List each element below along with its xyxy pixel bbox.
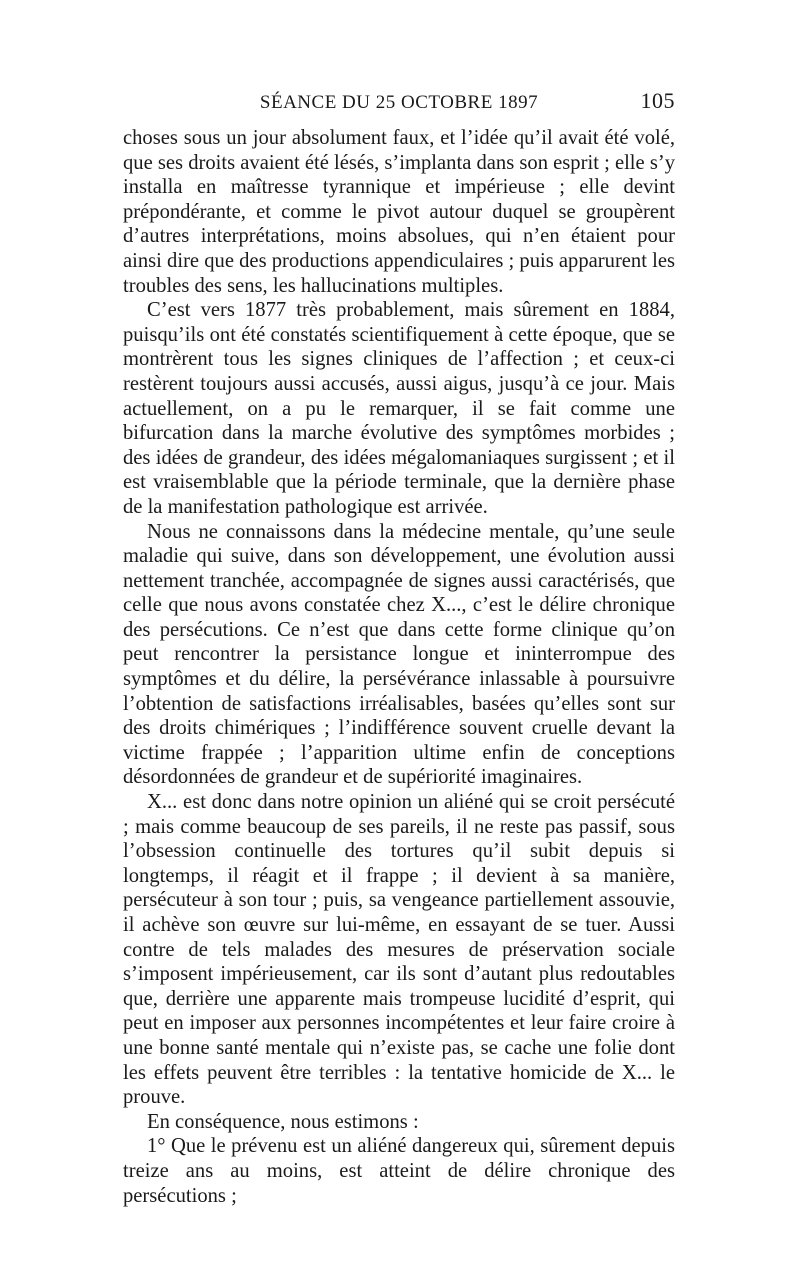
running-title: SÉANCE DU 25 OCTOBRE 1897 (259, 92, 539, 113)
paragraph: 1° Que le prévenu est un aliéné dangereux qui, sûrement depuis treize ans au moins, est atteint de délire chronique des persécutions ; (123, 1135, 675, 1207)
paragraph-continued: choses sous un jour absolument faux, et l’idée qu’il avait été volé, que ses droits avaient été lésés, s’implanta dans son esprit ; elle s’y installa en maîtresse tyrannique et impérieuse ; elle devint prépondérante, et comme le pivot autour duquel se groupèrent d’autres interprétations, moins absolues, qui n’en étaient pour ainsi dire que des productions appendiculaires ; puis apparurent les troubles des sens, les hallucinations multiples. (123, 127, 675, 297)
paragraph: X... est donc dans notre opinion un aliéné qui se croit persécuté ; mais comme beaucoup de ses pareils, il ne reste pas passif, sous l’obsession continuelle des tortures qu’il subit depuis si longtemps, il réagit et il frappe ; il devient à sa manière, persécuteur à son tour ; puis, sa vengeance partiellement assouvie, il achève son œuvre sur lui-même, en essayant de se tuer. Aussi contre de tels malades des mesures de préservation sociale s’imposent impérieusement, car ils sont d’autant plus redoutables que, derrière une apparente mais trompeuse lucidité d’esprit, qui peut en imposer aux personnes incompétentes et leur faire croire à une bonne santé mentale qui n’existe pas, se cache une folie dont les effets peuvent être terribles : la tentative homicide de X... le prouve. (123, 791, 675, 1109)
book-page (123, 88, 675, 1208)
paragraph: C’est vers 1877 très probablement, mais sûrement en 1884, puisqu’ils ont été constatés scientifiquement à cette époque, que se montrèrent tous les signes cliniques de l’affection ; et ceux-ci restèrent toujours aussi accusés, aussi aigus, jusqu’à ce jour. Mais actuellement, on a pu le remarquer, il se fait comme une bifurcation dans la marche évolutive des symptômes morbides ; des idées de grandeur, des idées mégalomaniaques surgissent ; et il est vraisemblable que la période terminale, que la dernière phase de la manifestation pathologique est arrivée. (123, 299, 675, 518)
running-head (123, 88, 675, 118)
paragraph: En conséquence, nous estimons : (147, 1110, 419, 1133)
paragraph: Nous ne connaissons dans la médecine mentale, qu’une seule maladie qui suive, dans son développement, une évolution aussi nettement tranchée, accompagnée de signes aussi caractérisés, que celle que nous avons constatée chez X..., c’est le délire chronique des persécutions. Ce n’est que dans cette forme clinique qu’on peut rencontrer la persistance longue et ininterrompue des symptômes et du délire, la persévérance inlassable à poursuivre l’obtention de satisfactions irréalisables, basées qu’elles sont sur des droits chimériques ; l’indifférence souvent cruelle devant la victime frappée ; l’apparition ultime enfin de conceptions désordonnées de grandeur et de supériorité imaginaires. (123, 520, 675, 789)
body-text (123, 126, 675, 1208)
page-number: 105 (640, 88, 675, 113)
